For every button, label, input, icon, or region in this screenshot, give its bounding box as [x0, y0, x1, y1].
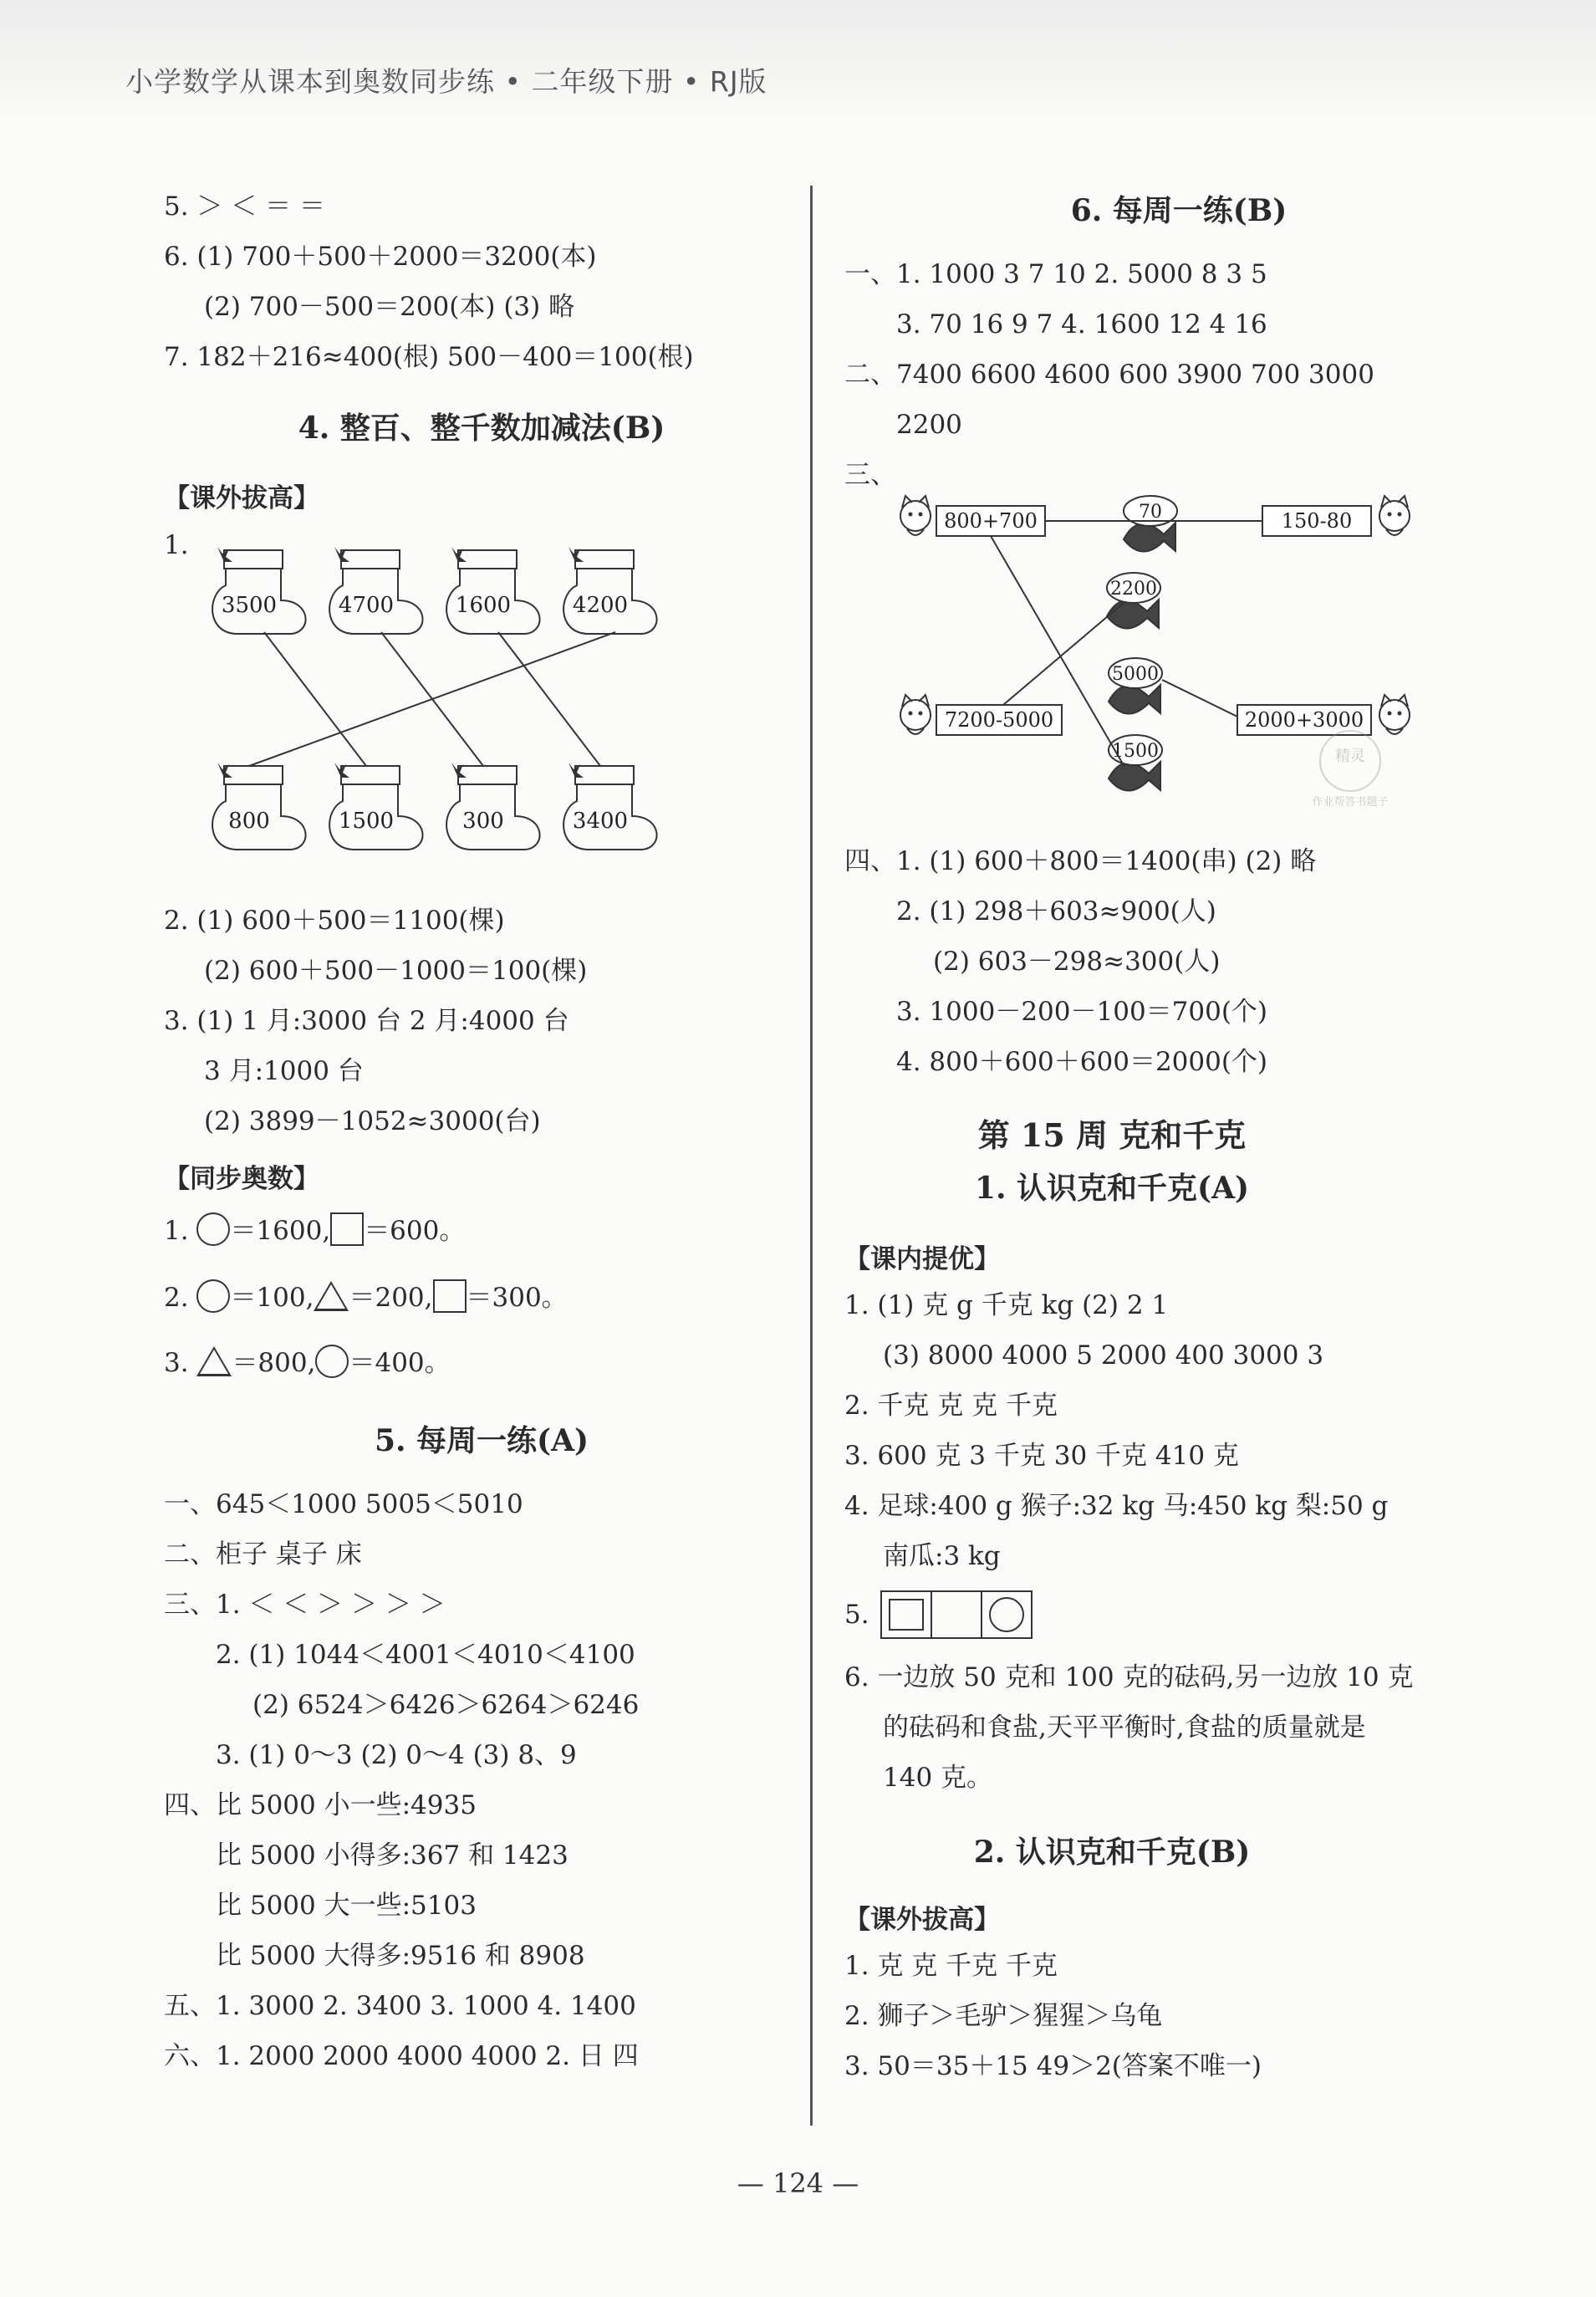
y4d: 比 5000 大得多:9516 和 8908	[216, 1941, 585, 1971]
r4c: (2) 603－298≈300(人)	[933, 947, 1221, 977]
q2b: (2) 600＋500－1000＝100(棵)	[204, 956, 588, 986]
cat-fish-matching-diagram	[886, 472, 1421, 824]
aoshu-1-circle-val: ＝1600,	[230, 1216, 331, 1246]
q3b: 3 月:1000 台	[204, 1056, 364, 1086]
sock-bottom-3	[446, 763, 539, 850]
tag-kewai-bagao: 【课外拔高】	[164, 483, 319, 513]
svg-text:70: 70	[1139, 502, 1162, 523]
cat-4	[1379, 695, 1410, 734]
k4a: 4. 足球:400 g 猴子:32 kg 马:450 kg 梨:50 g	[844, 1491, 1389, 1521]
y1: 一、645＜1000 5005＜5010	[164, 1489, 523, 1519]
svg-text:4200: 4200	[572, 593, 629, 618]
k4b: 南瓜:3 kg	[883, 1541, 1001, 1571]
sock-top-1	[212, 547, 305, 634]
calc-box-3	[936, 705, 1062, 735]
svg-text:作业帮答书题子: 作业帮答书题子	[1312, 796, 1389, 809]
m3: 3. 50＝35＋15 49＞2(答案不唯一)	[844, 2051, 1262, 2081]
r4d: 3. 1000－200－100＝700(个)	[896, 997, 1268, 1027]
answer-5: 5. ＞ ＜ ＝ ＝	[164, 191, 325, 222]
fish-4	[1109, 735, 1162, 791]
k1b: (3) 8000 4000 5 2000 400 3000 3	[883, 1340, 1324, 1371]
svg-text:2200: 2200	[1110, 579, 1157, 600]
section-15-2-title: 2. 认识克和千克(B)	[973, 1835, 1251, 1870]
tag-kenei-tiyou: 【课内提优】	[844, 1244, 1000, 1274]
cat-1	[900, 496, 931, 535]
aoshu-3-num: 3.	[164, 1348, 189, 1378]
square-icon	[330, 1212, 364, 1246]
tag-kewai-bagao-2: 【课外拔高】	[844, 1905, 1000, 1935]
section-4b-title: 4. 整百、整千数加减法(B)	[298, 411, 665, 446]
answer-6a: 6. (1) 700＋500＋2000＝3200(本)	[164, 242, 597, 272]
answer-7: 7. 182＋216≈400(根) 500－400＝100(根)	[164, 342, 694, 372]
shapes-sequence-box	[880, 1590, 1033, 1640]
aoshu-2	[164, 1279, 568, 1314]
circle-icon	[196, 1212, 230, 1246]
match-line-4	[249, 632, 615, 766]
cat-3	[900, 695, 931, 734]
r2a: 二、7400 6600 4600 600 3900 700 3000	[844, 360, 1374, 390]
link-4	[1003, 602, 1124, 705]
m1: 1. 克 克 千克 千克	[844, 1951, 1058, 1981]
aoshu-2-circle-val: ＝100,	[230, 1283, 314, 1313]
r1a: 一、1. 1000 3 7 10 2. 5000 8 3 5	[844, 259, 1267, 289]
q2a: 2. (1) 600＋500＝1100(棵)	[164, 906, 505, 936]
y2: 二、柜子 桌子 床	[164, 1539, 362, 1570]
book-title: 小学数学从课本到奥数同步练 • 二年级下册 • RJ版	[125, 65, 767, 98]
section-5a-title: 5. 每周一练(A)	[374, 1423, 589, 1458]
fish-1	[1124, 496, 1177, 552]
socks-matching-diagram	[189, 542, 691, 876]
page-number: — 124 —	[737, 2167, 859, 2199]
r4a: 四、1. (1) 600＋800＝1400(串) (2) 略	[844, 846, 1317, 876]
q1-label: 1.	[164, 530, 189, 560]
svg-text:3500: 3500	[221, 593, 278, 618]
section-15-1-title: 1. 认识克和千克(A)	[974, 1171, 1250, 1206]
svg-text:2000+3000: 2000+3000	[1244, 708, 1364, 732]
y3-3: 3. (1) 0～3 (2) 0～4 (3) 8、9	[216, 1740, 577, 1770]
k6c: 140 克。	[883, 1763, 993, 1793]
aoshu-3-triangle-val: ＝800,	[232, 1348, 316, 1378]
r2b: 2200	[896, 410, 962, 440]
sock-bottom-2	[329, 763, 422, 850]
svg-text:1500: 1500	[338, 809, 395, 834]
calc-box-2	[1262, 506, 1371, 536]
svg-text:300: 300	[462, 809, 504, 834]
link-5	[1162, 680, 1237, 717]
r3: 三、	[844, 460, 896, 490]
y3: 三、1. ＜ ＜ ＞ ＞ ＞ ＞	[164, 1590, 446, 1620]
aoshu-2-square-val: ＝300。	[466, 1283, 568, 1313]
y5: 五、1. 3000 2. 3400 3. 1000 4. 1400	[164, 1991, 636, 2021]
y4c: 比 5000 大一些:5103	[216, 1891, 477, 1921]
fish-2	[1107, 573, 1160, 629]
square-icon	[890, 1600, 923, 1630]
svg-text:4700: 4700	[338, 593, 395, 618]
column-divider	[810, 186, 813, 2126]
aoshu-1	[164, 1212, 465, 1248]
y4a: 四、比 5000 小一些:4935	[164, 1790, 477, 1820]
triangle-icon	[196, 1346, 232, 1376]
svg-text:800: 800	[228, 809, 270, 834]
m2: 2. 狮子＞毛驴＞猩猩＞乌龟	[844, 2001, 1163, 2031]
svg-text:3400: 3400	[572, 809, 629, 834]
r4e: 4. 800＋600＋600＝2000(个)	[896, 1047, 1268, 1077]
y6: 六、1. 2000 2000 4000 4000 2. 日 四	[164, 2041, 639, 2071]
aoshu-2-triangle-val: ＝200,	[349, 1283, 433, 1313]
sock-top-2	[329, 547, 422, 634]
y4b: 比 5000 小得多:367 和 1423	[216, 1840, 569, 1871]
aoshu-1-num: 1.	[164, 1216, 189, 1246]
svg-text:150-80: 150-80	[1281, 509, 1353, 533]
sock-bottom-4	[563, 763, 656, 850]
week15-title: 第 15 周 克和千克	[977, 1116, 1247, 1154]
k6a: 6. 一边放 50 克和 100 克的砝码,另一边放 10 克	[844, 1662, 1414, 1692]
q3c: (2) 3899－1052≈3000(台)	[204, 1106, 541, 1136]
aoshu-3	[164, 1345, 451, 1380]
y3-2b: (2) 6524＞6426＞6264＞6246	[252, 1690, 640, 1720]
triangle-icon	[314, 1281, 349, 1311]
calc-box-1	[936, 506, 1045, 536]
k5: 5.	[844, 1600, 869, 1630]
cat-2	[1379, 496, 1410, 535]
sock-top-4	[563, 547, 656, 634]
r1b: 3. 70 16 9 7 4. 1600 12 4 16	[896, 309, 1267, 339]
q3a: 3. (1) 1 月:3000 台 2 月:4000 台	[164, 1006, 569, 1036]
watermark-stamp	[1312, 731, 1388, 809]
svg-text:1500: 1500	[1112, 741, 1159, 762]
match-line-3	[498, 632, 600, 766]
k2: 2. 千克 克 克 千克	[844, 1391, 1058, 1421]
match-line-1	[264, 632, 366, 766]
answer-6b: (2) 700－500＝200(本) (3) 略	[204, 292, 575, 322]
square-icon	[433, 1279, 467, 1313]
sock-top-3	[446, 547, 539, 634]
k3: 3. 600 克 3 千克 30 千克 410 克	[844, 1441, 1239, 1471]
aoshu-2-num: 2.	[164, 1283, 189, 1313]
fish-3	[1109, 658, 1162, 714]
k1a: 1. (1) 克 g 千克 kg (2) 2 1	[844, 1290, 1169, 1320]
svg-text:精灵: 精灵	[1335, 748, 1365, 765]
aoshu-1-square-val: ＝600。	[364, 1216, 466, 1246]
svg-text:1600: 1600	[455, 593, 512, 618]
r4b: 2. (1) 298＋603≈900(人)	[896, 896, 1216, 926]
tag-tongbu-aoshu: 【同步奥数】	[164, 1164, 319, 1194]
svg-text:5000: 5000	[1112, 664, 1159, 685]
circle-icon	[315, 1345, 349, 1378]
sock-bottom-1	[212, 763, 305, 850]
y3-2a: 2. (1) 1044＜4001＜4010＜4100	[216, 1640, 635, 1670]
aoshu-3-circle-val: ＝400。	[349, 1348, 451, 1378]
section-6b-title: 6. 每周一练(B)	[1070, 193, 1288, 228]
circle-icon	[990, 1598, 1023, 1631]
svg-text:7200-5000: 7200-5000	[944, 708, 1054, 732]
svg-text:800+700: 800+700	[944, 509, 1038, 533]
circle-icon	[196, 1279, 230, 1313]
k6b: 的砝码和食盐,天平平衡时,食盐的质量就是	[883, 1713, 1366, 1743]
